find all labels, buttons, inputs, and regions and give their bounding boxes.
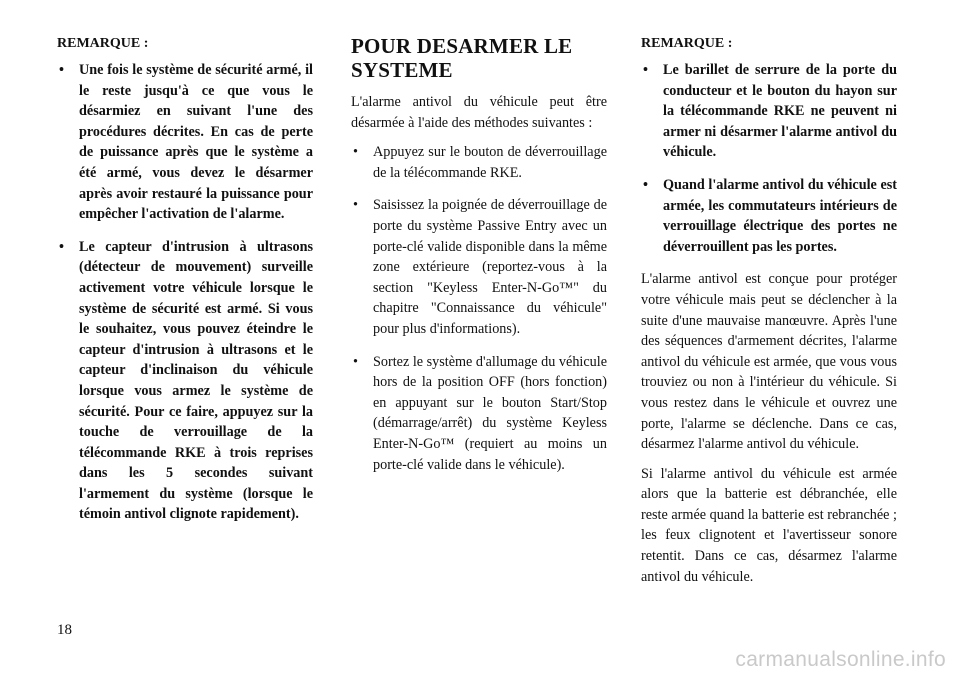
note-item-security-armed: • Une fois le système de sécurité armé, il le reste jusqu'à ce que vous le désarmiez en suivant l'une des procédures décrites. En cas de perte de puissance après que le système a été armé, vous devez le désarmer après avoir restauré la puissance pour empêcher l'activation de l'alarme. bbox=[57, 60, 313, 225]
note-item-intrusion-sensor: • Le capteur d'intrusion à ultrasons (détecteur de mouvement) surveille activement votre véhicule lorsque le système de sécurité est armé. Si vous le souhaitez, vous pouvez éteindre le capteur d'intrusion à ultrasons et le capteur d'inclinaison du véhicule lorsque vous armez le système de sécurité. Pour ce faire, appuyez sur la touche de verrouillage de la télécommande RKE à trois reprises dans les 5 secondes suivant l'armement du système (lorsque le témoin antivol clignote rapidement). bbox=[57, 237, 313, 525]
column-right bbox=[641, 34, 897, 596]
section-intro: L'alarme antivol du véhicule peut être désarmée à l'aide des méthodes suivantes : bbox=[351, 94, 607, 131]
note-list bbox=[57, 60, 313, 525]
disarm-methods-list bbox=[351, 142, 607, 475]
note-heading: REMARQUE : bbox=[57, 36, 149, 51]
disarm-method-passive-entry: • Saisissez la poignée de déverrouillage de porte du système Passive Entry avec un porte-clé valide disponible dans la même zone extérieure (reportez-vous à la section "Keyless Enter-N-Go™" du chapitre "Connaissance du véhicule" pour plus d'informations). bbox=[351, 195, 607, 339]
paragraph-alarm-design: L'alarme antivol est conçue pour protéger votre véhicule mais peut se déclencher à la suite d'une mauvaise manœuvre. Après l'une des séquences d'armement décrites, l'alarme antivol du véhicule est armée, que vous vous trouviez ou non à l'intérieur du véhicule. Si vous restez dans le véhicule et ouvrez une porte, l'alarme se déclenche. Dans ce cas, désarmez l'alarme antivol du véhicule. bbox=[641, 271, 897, 453]
section-title: POUR DESARMER LE SYSTEME bbox=[351, 34, 573, 82]
watermark: carmanualsonline.info bbox=[735, 648, 946, 671]
column-left bbox=[57, 34, 313, 537]
note-item-interior-switches: • Quand l'alarme antivol du véhicule est armée, les commutateurs intérieurs de verrouillage électrique des portes ne déverrouillent pas les portes. bbox=[641, 175, 897, 257]
paragraph-battery: Si l'alarme antivol du véhicule est armée alors que la batterie est débranchée, elle reste armée quand la batterie est rebranchée ; les feux clignotent et l'avertisseur sonore retentit. Dans ce cas, désarmez l'alarme antivol du véhicule. bbox=[641, 465, 897, 585]
disarm-method-ignition: • Sortez le système d'allumage du véhicule hors de la position OFF (hors fonction) en appuyant sur le bouton Start/Stop (démarrage/arrêt) du système Keyless Enter-N-Go™ (requiert au moins un porte-clé valide dans le véhicule). bbox=[351, 352, 607, 476]
note-item-lock-cylinder: • Le barillet de serrure de la porte du conducteur et le bouton du hayon sur la télécommande RKE ne peuvent ni armer ni désarmer l'alarme antivol du véhicule. bbox=[641, 60, 897, 163]
disarm-method-rke: • Appuyez sur le bouton de déverrouillage de la télécommande RKE. bbox=[351, 142, 607, 183]
page-number: 18 bbox=[57, 622, 72, 638]
note-list bbox=[641, 60, 897, 257]
column-middle bbox=[351, 34, 607, 487]
note-heading: REMARQUE : bbox=[641, 36, 733, 51]
